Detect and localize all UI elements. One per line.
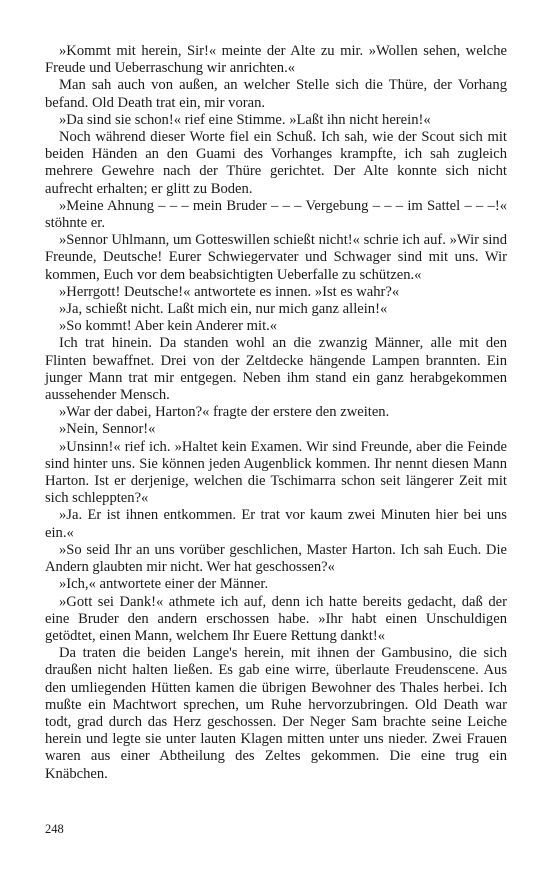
- paragraph-16: »Ich,« antwortete einer der Männer.: [59, 576, 269, 593]
- paragraph-2: Man sah auch von außen, an welcher Stelle sich die Thüre, der Vorhang befand. Old Death trat ein, mir voran.: [45, 77, 507, 111]
- paragraph-13: »Unsinn!« rief ich. »Haltet kein Examen. Wir sind Freunde, aber die Feinde sind hinter uns. Sie können jeden Augenblick kommen. Ihr nennt diesen Mann Harton. Ist er derjenige, welchen die Tschimarra schon seit längerer Zeit mit sich schleppten?«: [45, 438, 507, 507]
- page-number: 248: [45, 822, 64, 836]
- paragraph-3: »Da sind sie schon!« rief eine Stimme. »Laßt ihn nicht herein!«: [59, 111, 431, 128]
- paragraph-10: Ich trat hinein. Da standen wohl an die zwanzig Männer, alle mit den Flinten bewaffnet. Drei von der Zeltdecke hängende Lampen brannten. Ein junger Mann trat mir entgegen. Neben ihm stand ein ganz herabgekommen aussehender Mensch.: [45, 335, 507, 404]
- paragraph-5: »Meine Ahnung – – – mein Bruder – – – Vergebung – – – im Sattel – – –!« stöhnte er.: [45, 197, 507, 232]
- paragraph-8: »Ja, schießt nicht. Laßt mich ein, nur mich ganz allein!«: [59, 301, 388, 318]
- paragraph-12: »Nein, Sennor!«: [59, 421, 156, 438]
- paragraph-18: Da traten die beiden Lange's herein, mit ihnen der Gambusino, die sich draußen nicht halten ließen. Es gab eine wirre, überlaute Freudenscene. Aus den umliegenden Hütten kamen die übrigen Bewohner des Thales herbei. Ich mußte ein Machtwort sprechen, um Ruhe hervorzubringen. Old Death war todt, grad durch das Herz geschossen. Der Neger Sam brachte seine Leiche herein und legte sie unter lauten Klagen mitten unter uns nieder. Zwei Frauen waren aus einer Abtheilung des Zeltes gekommen. Die eine trug ein Knäbchen.: [45, 645, 507, 782]
- paragraph-6: »Sennor Uhlmann, um Gotteswillen schießt nicht!« schrie ich auf. »Wir sind Freunde, Deutsche! Eurer Schwiegervater und Schwager sind mit uns. Wir kommen, Euch vor dem beabsichtigten Ueberfalle zu schützen.«: [45, 232, 507, 283]
- book-page: [45, 43, 507, 783]
- paragraph-11: »War der dabei, Harton?« fragte der erstere den zweiten.: [59, 404, 390, 421]
- paragraph-9: »So kommt! Aber kein Anderer mit.«: [59, 318, 278, 335]
- paragraph-4: Noch während dieser Worte fiel ein Schuß. Ich sah, wie der Scout sich mit beiden Händen an den Guami des Vorhanges krampfte, ich sah zugleich mehrere Gewehre nach der Thüre gerichtet. Der Alte konnte sich nicht aufrecht erhalten; er glitt zu Boden.: [45, 129, 507, 197]
- paragraph-1: »Kommt mit herein, Sir!« meinte der Alte zu mir. »Wollen sehen, welche Freude und Ueberraschung wir anrichten.«: [45, 43, 507, 77]
- paragraph-7: »Herrgott! Deutsche!« antwortete es innen. »Ist es wahr?«: [59, 283, 400, 300]
- paragraph-15: »So seid Ihr an uns vorüber geschlichen, Master Harton. Ich sah Euch. Die Andern glaubten mir nicht. Wer hat geschossen?«: [45, 541, 507, 576]
- paragraph-17: »Gott sei Dank!« athmete ich auf, denn ich hatte bereits gedacht, daß der eine Bruder den andern erschossen habe. »Ihr habt einen Unschuldigen getödtet, einen Mann, welchem Ihr Euere Rettung dankt!«: [45, 593, 507, 644]
- paragraph-14: »Ja. Er ist ihnen entkommen. Er trat vor kaum zwei Minuten hier bei uns ein.«: [45, 507, 507, 541]
